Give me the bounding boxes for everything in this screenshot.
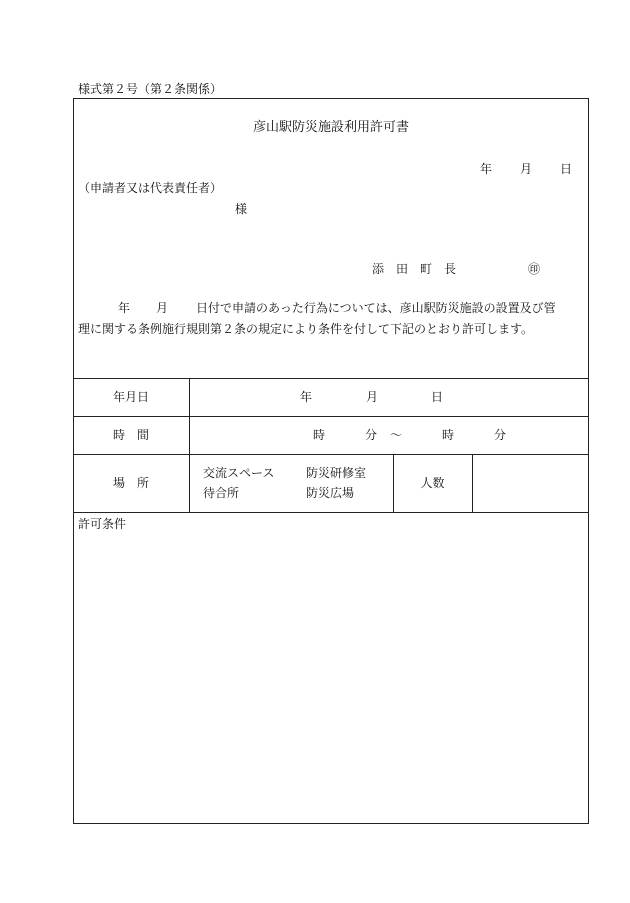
date-year: 年 [480,162,493,176]
date-day: 日 [560,162,573,176]
time-range-tilde: ～ [390,428,403,442]
place-option-exchange-space: 交流スペース [203,466,275,480]
time-end-minute: 分 [494,428,507,442]
conditions-label: 許可条件 [78,517,127,531]
place-option-training-room: 防災研修室 [306,466,367,480]
headcount-label: 人数 [420,476,445,490]
row-divider-2 [73,454,589,455]
time-start-hour: 時 [313,428,326,442]
date-row-day: 日 [431,390,444,404]
place-row-label: 場 所 [112,476,149,490]
place-option-disaster-plaza: 防災広場 [306,486,355,500]
issuer-title: 添 田 町 長 [372,262,457,276]
body-line-1: 日付で申請のあった行為については、彦山駅防災施設の設置及び管 [196,301,556,315]
body-line-2: 理に関する条例施行規則第２条の規定により条件を付して下記のとおり許可します。 [78,322,534,336]
label-column-divider [189,378,190,512]
date-row-year: 年 [300,390,313,404]
time-start-minute: 分 [365,428,378,442]
time-end-hour: 時 [442,428,455,442]
seal-mark: ㊞ [528,262,541,276]
permit-form [73,98,589,824]
applicant-label: （申請者又は代表責任者） [78,181,223,195]
time-row-label: 時 間 [112,428,149,442]
body-year: 年 [118,301,131,315]
body-month: 月 [156,301,169,315]
row-divider-1 [73,416,589,417]
document-title: 彦山駅防災施設利用許可書 [252,120,409,135]
table-top-rule [73,378,589,379]
count-column-divider [472,454,473,512]
date-row-label: 年月日 [112,390,149,404]
form-number-label: 様式第２号（第２条関係） [78,82,223,96]
place-option-waiting-area: 待合所 [203,486,240,500]
date-month: 月 [520,162,533,176]
date-row-month: 月 [366,390,379,404]
applicant-honorific: 様 [235,202,248,216]
row-divider-3 [73,512,589,513]
